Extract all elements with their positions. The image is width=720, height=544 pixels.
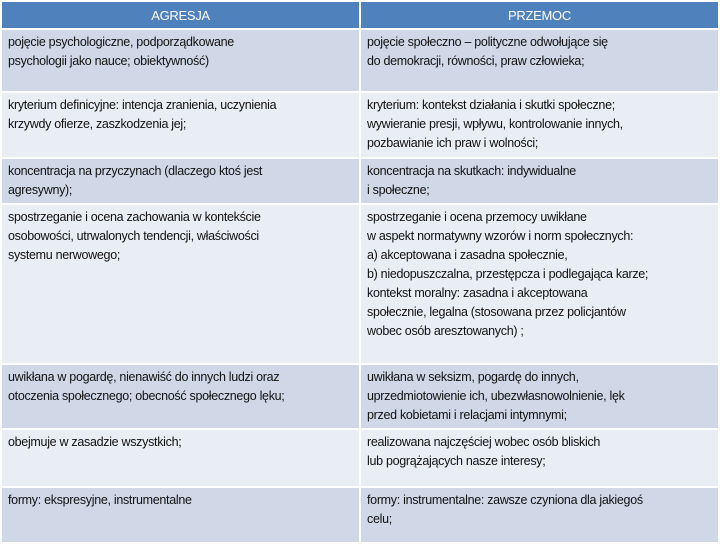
cell-przemoc: koncentracja na skutkach: indywidualne i społeczne; bbox=[360, 158, 719, 204]
cell-przemoc: realizowana najczęściej wobec osób bliskich lub pogrążających nasze interesy; bbox=[360, 429, 719, 487]
cell-agresja: koncentracja na przyczynach (dlaczego ktoś jest agresywny); bbox=[1, 158, 360, 204]
cell-przemoc: uwikłana w seksizm, pogardę do innych, uprzedmiotowienie ich, ubezwłasnowolnienie, lęk przed kobietami i relacjami intymnymi; bbox=[360, 364, 719, 429]
table-row bbox=[1, 204, 719, 364]
cell-agresja: kryterium definicyjne: intencja zranienia, uczynienia krzywdy ofierze, zaszkodzenia jej; bbox=[1, 92, 360, 158]
cell-agresja: spostrzeganie i ocena zachowania w kontekście osobowości, utrwalonych tendencji, właściwości systemu nerwowego; bbox=[1, 204, 360, 364]
table-row bbox=[1, 364, 719, 429]
header-agresja: AGRESJA bbox=[1, 1, 360, 29]
cell-agresja: uwikłana w pogardę, nienawiść do innych ludzi oraz otoczenia społecznego; obecność społecznego lęku; bbox=[1, 364, 360, 429]
table-row bbox=[1, 487, 719, 543]
cell-agresja: formy: ekspresyjne, instrumentalne bbox=[1, 487, 360, 543]
table-row bbox=[1, 158, 719, 204]
cell-przemoc: spostrzeganie i ocena przemocy uwikłane w aspekt normatywny wzorów i norm społecznych: a) akceptowana i zasadna społecznie, b) niedopuszczalna, przestępcza i podlegająca karze; kontekst moralny: zasadna i akceptowana społecznie, legalna (stosowana przez policjantów wobec osób aresztowanych) ; bbox=[360, 204, 719, 364]
header-przemoc: PRZEMOC bbox=[360, 1, 719, 29]
cell-przemoc: pojęcie społeczno – polityczne odwołujące się do demokracji, równości, praw człowieka; bbox=[360, 29, 719, 92]
table-row bbox=[1, 29, 719, 92]
header-row bbox=[1, 1, 719, 29]
cell-przemoc: kryterium: kontekst działania i skutki społeczne; wywieranie presji, wpływu, kontrolowanie innych, pozbawianie ich praw i wolności; bbox=[360, 92, 719, 158]
cell-przemoc: formy: instrumentalne: zawsze czyniona dla jakiegoś celu; bbox=[360, 487, 719, 543]
table-row bbox=[1, 92, 719, 158]
cell-agresja: pojęcie psychologiczne, podporządkowane psychologii jako nauce; obiektywność) bbox=[1, 29, 360, 92]
table-row bbox=[1, 429, 719, 487]
cell-agresja: obejmuje w zasadzie wszystkich; bbox=[1, 429, 360, 487]
